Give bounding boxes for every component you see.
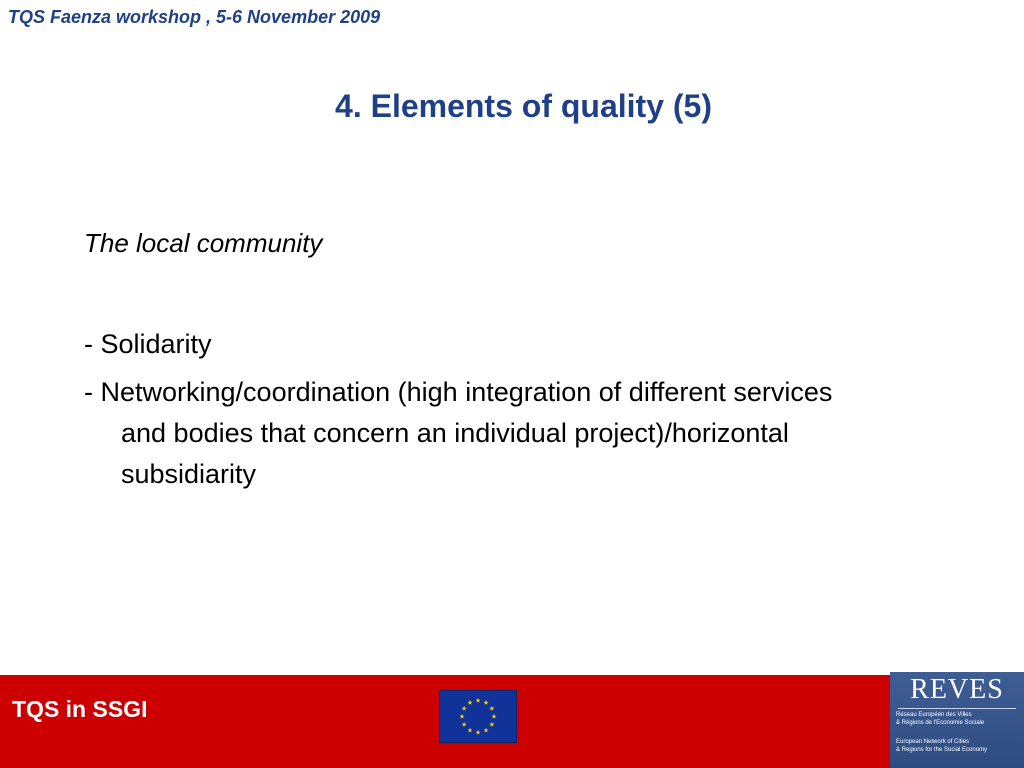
reves-logo — [890, 669, 1024, 768]
bullet-item: - Solidarity — [84, 329, 212, 359]
star-icon — [462, 722, 467, 727]
star-icon — [462, 706, 467, 711]
star-icon — [468, 700, 473, 705]
logo-divider — [898, 708, 1016, 709]
star-icon — [484, 728, 489, 733]
logo-tagline-fr: Réseau Européen des Villes & Régions de l'Economie Sociale — [896, 712, 985, 726]
star-icon — [492, 714, 497, 719]
star-icon — [476, 730, 481, 735]
star-icon — [489, 706, 494, 711]
logo-tagline-en: European Network of Cities & Regions for the Social Economy — [896, 739, 988, 753]
star-icon — [476, 698, 481, 703]
eu-stars-icon — [440, 691, 516, 742]
eu-flag-icon — [439, 690, 517, 743]
footer-label: TQS in SSGI — [12, 696, 148, 722]
star-icon — [460, 714, 465, 719]
star-icon — [489, 722, 494, 727]
bullet-list — [84, 324, 884, 502]
reves-logo-wordmark: REVES — [910, 674, 1004, 705]
bullet-item: - Networking/coordination (high integration of different services and bodies that concern an individual project)/horizontal subsidiarity — [84, 377, 833, 489]
event-header: TQS Faenza workshop , 5-6 November 2009 — [8, 7, 381, 27]
star-icon — [468, 728, 473, 733]
star-icon — [484, 700, 489, 705]
slide-title: 4. Elements of quality (5) — [335, 88, 712, 124]
slide-subtitle: The local community — [84, 228, 323, 258]
